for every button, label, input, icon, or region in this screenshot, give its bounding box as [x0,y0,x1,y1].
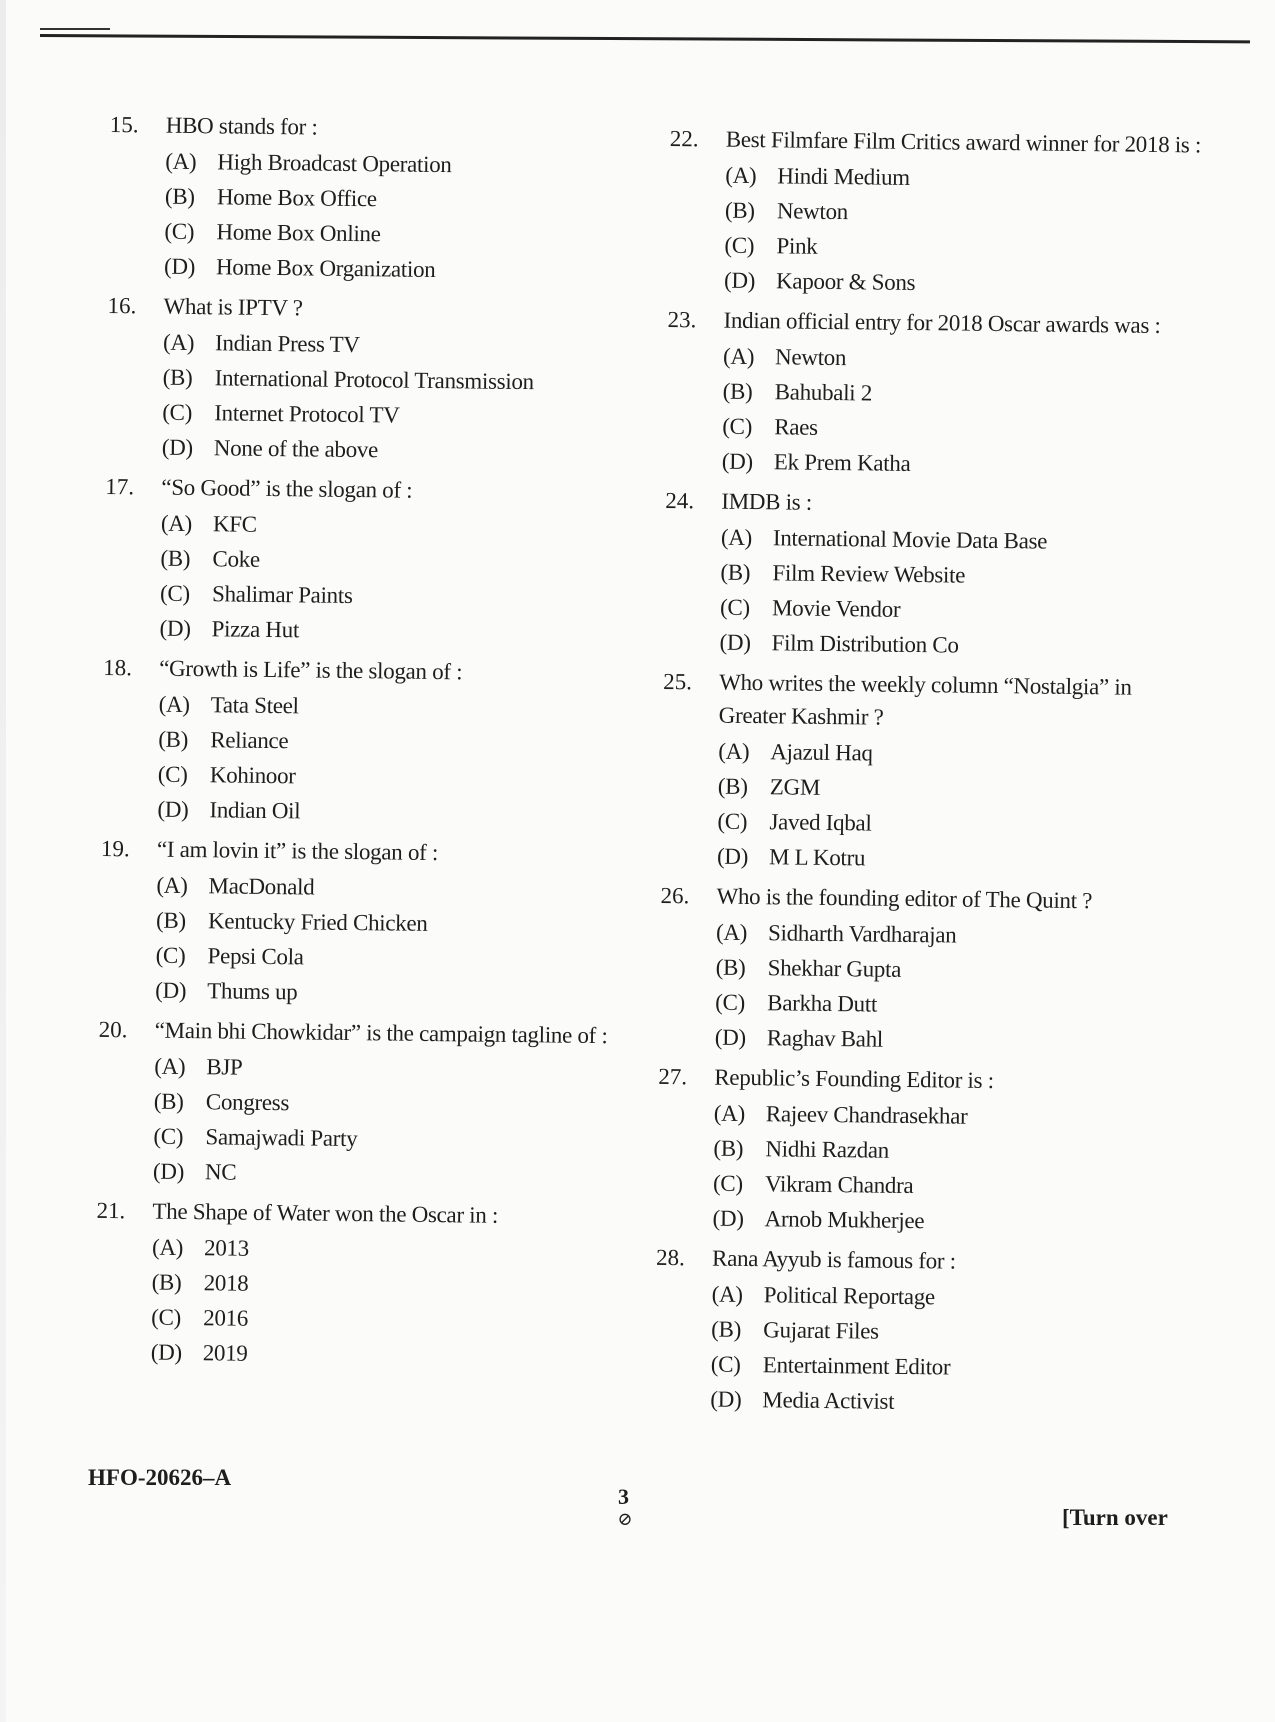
option-letter: (A) [162,329,195,356]
option-text: Indian Oil [209,797,301,824]
option-text: Newton [774,344,847,371]
question-20 [97,1013,659,1195]
scan-edge [0,0,6,1722]
option-text: Ek Prem Katha [773,449,911,476]
option-list [710,1277,1196,1423]
option-letter: (A) [713,1100,746,1126]
option-letter: (B) [713,1135,744,1161]
option-text: Internet Protocol TV [214,400,400,428]
question-number: 23. [667,306,697,333]
option-text: Entertainment Editor [762,1352,951,1380]
question-row [658,1060,1198,1100]
option-letter: (C) [157,761,188,787]
option-a [711,1277,1195,1318]
option-letter: (D) [157,796,189,823]
option-c [724,228,1208,269]
option-text: Kohinoor [209,762,296,789]
paper-code: HFO-20626–A [88,1465,232,1490]
question-26 [659,879,1201,1061]
question-text: HBO stands for : [165,112,318,140]
question-text: “I am lovin it” is the slogan of : [156,836,439,866]
option-text: Congress [205,1089,290,1116]
question-number: 21. [96,1197,126,1224]
option-text: Indian Press TV [214,330,360,358]
option-c [717,804,1201,845]
question-row [665,484,1205,524]
option-letter: (D) [719,629,751,656]
question-23 [666,303,1208,485]
question-row [667,303,1207,343]
option-list [715,915,1201,1061]
option-text: Thums up [207,978,298,1005]
question-text: Who writes the weekly column “Nostalgia” in Greater Kashmir ? [718,669,1132,730]
question-19 [99,832,661,1014]
option-letter: (A) [154,1053,186,1079]
option-letter: (A) [165,148,197,175]
option-letter: (C) [151,1304,182,1330]
option-d [724,263,1208,304]
option-d [162,430,666,471]
option-text: Vikram Chandra [764,1171,914,1199]
option-letter: (D) [712,1205,744,1231]
option-text: Shalimar Paints [211,581,353,608]
question-row [663,665,1204,738]
question-15 [108,108,670,290]
question-number: 19. [100,835,130,862]
question-row [101,832,661,872]
option-letter: (B) [151,1269,182,1295]
option-letter: (C) [719,594,750,621]
option-letter: (C) [159,580,190,607]
question-text: “Growth is Life” is the slogan of : [159,655,463,685]
option-text: NC [204,1159,237,1185]
option-b [720,555,1204,596]
option-b [718,769,1202,810]
top-rule [40,34,1250,43]
option-d [159,611,663,652]
option-text: Pizza Hut [211,616,300,643]
question-number: 17. [105,473,135,500]
option-text: Coke [212,546,261,572]
question-number: 26. [660,882,690,909]
option-letter: (A) [725,162,757,189]
option-list [712,1096,1198,1242]
option-text: Gujarat Files [763,1317,879,1344]
option-text: Home Box Online [216,219,381,247]
option-d [157,792,661,833]
question-text: What is IPTV ? [163,293,303,321]
option-letter: (B) [717,773,748,799]
option-letter: (C) [153,1123,184,1149]
option-text: ZGM [769,774,821,800]
option-letter: (D) [710,1386,742,1412]
question-row [105,470,665,510]
option-d [710,1382,1194,1423]
option-text: Political Reportage [763,1282,936,1310]
option-letter: (C) [717,808,748,834]
question-number: 18. [103,654,133,681]
option-letter: (D) [716,843,749,870]
option-letter: (D) [155,977,187,1003]
option-text: 2018 [203,1270,249,1296]
option-letter: (C) [155,942,186,968]
option-a [714,1096,1198,1137]
option-a [718,734,1202,775]
option-letter: (B) [162,364,193,391]
option-letter: (D) [723,267,756,294]
option-text: Javed Iqbal [769,809,872,836]
question-text: “Main bhi Chowkidar” is the campaign tagline of : [154,1017,608,1049]
question-text: Rana Ayyub is famous for : [711,1245,956,1274]
option-list [157,687,663,833]
option-text: Sidharth Vardharajan [767,920,957,948]
option-text: Arnob Mukherjee [764,1206,925,1234]
question-number: 24. [665,487,695,514]
question-text: “So Good” is the slogan of : [161,474,413,503]
option-c [711,1347,1195,1388]
option-b [723,374,1207,415]
question-row [96,1194,656,1234]
option-list [724,158,1210,304]
option-text: International Protocol Transmission [214,365,535,395]
question-28 [654,1241,1196,1423]
option-letter: (B) [715,954,746,980]
option-list [162,325,668,471]
option-list [717,734,1203,880]
option-text: Film Review Website [772,560,966,588]
option-b [711,1312,1195,1353]
option-d [717,839,1201,880]
question-number: 20. [98,1016,128,1043]
question-text: Best Filmfare Film Critics award winner for 2018 is : [725,126,1202,158]
option-letter: (B) [722,378,753,405]
option-text: Raghav Bahl [766,1025,884,1052]
option-letter: (A) [160,510,193,537]
option-letter: (A) [718,738,750,765]
option-list [164,144,670,290]
option-letter: (D) [721,448,754,475]
option-c [722,409,1206,450]
option-letter: (C) [712,1170,743,1196]
question-text: Who is the founding editor of The Quint ? [716,883,1093,914]
option-text: High Broadcast Operation [217,149,452,178]
option-text: Kapoor & Sons [775,268,916,296]
option-text: None of the above [213,435,379,463]
option-text: Newton [776,198,849,225]
question-row [99,1013,659,1053]
question-18 [101,651,663,833]
option-text: Nidhi Razdan [765,1136,890,1163]
question-22 [668,122,1210,304]
option-letter: (A) [711,1281,743,1307]
option-text: Movie Vendor [771,595,901,622]
option-c [715,985,1199,1026]
page-number: 3 [618,1484,629,1509]
option-text: 2019 [202,1340,248,1366]
option-list [151,1230,657,1376]
option-d [719,625,1203,666]
option-b [725,193,1209,234]
option-text: Reliance [210,727,289,754]
option-letter: (B) [724,197,755,224]
question-17 [103,470,665,652]
question-row [660,879,1200,919]
option-d [151,1335,655,1376]
option-letter: (C) [164,218,195,245]
option-letter: (C) [715,989,746,1015]
question-24 [663,484,1205,666]
option-letter: (A) [158,691,190,718]
option-b [713,1131,1197,1172]
option-letter: (C) [724,232,755,259]
option-text: 2013 [203,1235,250,1261]
option-d [722,444,1206,485]
question-16 [106,289,668,471]
option-text: BJP [206,1054,243,1080]
option-a [723,339,1207,380]
question-25 [661,665,1204,880]
question-row [670,122,1210,162]
question-number: 22. [669,125,699,152]
option-d [155,973,659,1014]
question-number: 28. [655,1244,686,1271]
option-letter: (B) [158,726,189,752]
option-c [713,1166,1197,1207]
option-list [155,868,661,1014]
option-letter: (A) [156,872,188,899]
option-list [722,339,1208,485]
option-text: Hindi Medium [777,163,910,190]
option-text: International Movie Data Base [772,525,1048,554]
page-symbol: ⊘ [617,1509,633,1529]
option-text: Shekhar Gupta [767,955,902,982]
option-d [715,1020,1199,1061]
option-text: Samajwadi Party [205,1124,358,1152]
option-d [153,1154,657,1195]
turn-over-note: [Turn over [1062,1505,1168,1530]
option-letter: (B) [711,1316,742,1342]
option-text: Rajeev Chandrasekhar [765,1101,968,1129]
option-b [715,950,1199,991]
option-letter: (D) [150,1339,182,1365]
top-rule-left [40,28,110,30]
option-letter: (B) [155,907,186,933]
option-letter: (D) [152,1158,185,1184]
option-text: Bahubali 2 [774,379,873,406]
question-row [103,651,663,691]
option-letter: (C) [722,413,753,440]
option-a [721,520,1205,561]
option-text: MacDonald [208,873,315,900]
option-letter: (B) [720,559,751,586]
question-row [110,108,670,148]
right-column [654,122,1210,1429]
option-letter: (B) [153,1088,184,1114]
option-text: Tata Steel [210,692,299,719]
option-text: Pepsi Cola [207,943,304,970]
option-text: M L Kotru [768,844,866,871]
option-text: Media Activist [762,1387,895,1414]
option-letter: (C) [710,1351,741,1377]
option-a [716,915,1200,956]
question-21 [95,1194,657,1376]
question-text: Indian official entry for 2018 Oscar awards was : [723,307,1161,339]
option-text: Home Box Office [216,184,377,212]
option-letter: (A) [151,1234,184,1260]
question-number: 27. [658,1063,688,1090]
option-text: Home Box Organization [215,254,436,282]
option-text: KFC [212,511,257,537]
option-letter: (A) [715,919,748,946]
question-row [656,1241,1196,1281]
option-c [720,590,1204,631]
option-letter: (D) [714,1024,747,1050]
question-number: 25. [663,668,693,695]
option-d [712,1201,1196,1242]
question-number: 16. [107,292,137,319]
question-text: Republic’s Founding Editor is : [714,1064,994,1094]
option-letter: (A) [722,343,755,370]
option-letter: (D) [161,434,194,461]
option-letter: (B) [164,183,195,210]
option-text: Pink [776,233,818,259]
question-text: The Shape of Water won the Oscar in : [152,1198,499,1228]
question-text: IMDB is : [721,488,813,515]
option-list [153,1049,659,1195]
option-letter: (D) [163,253,196,280]
left-column [95,108,670,1382]
option-text: Raes [774,414,818,440]
option-list [719,520,1205,666]
option-letter: (B) [160,545,191,572]
question-number: 15. [109,111,139,138]
question-row [107,289,667,329]
option-letter: (D) [159,615,191,642]
option-text: Ajazul Haq [770,739,873,766]
option-text: Film Distribution Co [771,630,959,658]
option-d [164,249,668,290]
option-list [159,506,665,652]
option-letter: (A) [720,524,753,551]
option-text: Barkha Dutt [767,990,878,1017]
option-a [725,158,1209,199]
option-text: Kentucky Fried Chicken [207,908,428,936]
question-27 [656,1060,1198,1242]
option-text: 2016 [203,1305,249,1331]
option-letter: (C) [162,399,193,426]
